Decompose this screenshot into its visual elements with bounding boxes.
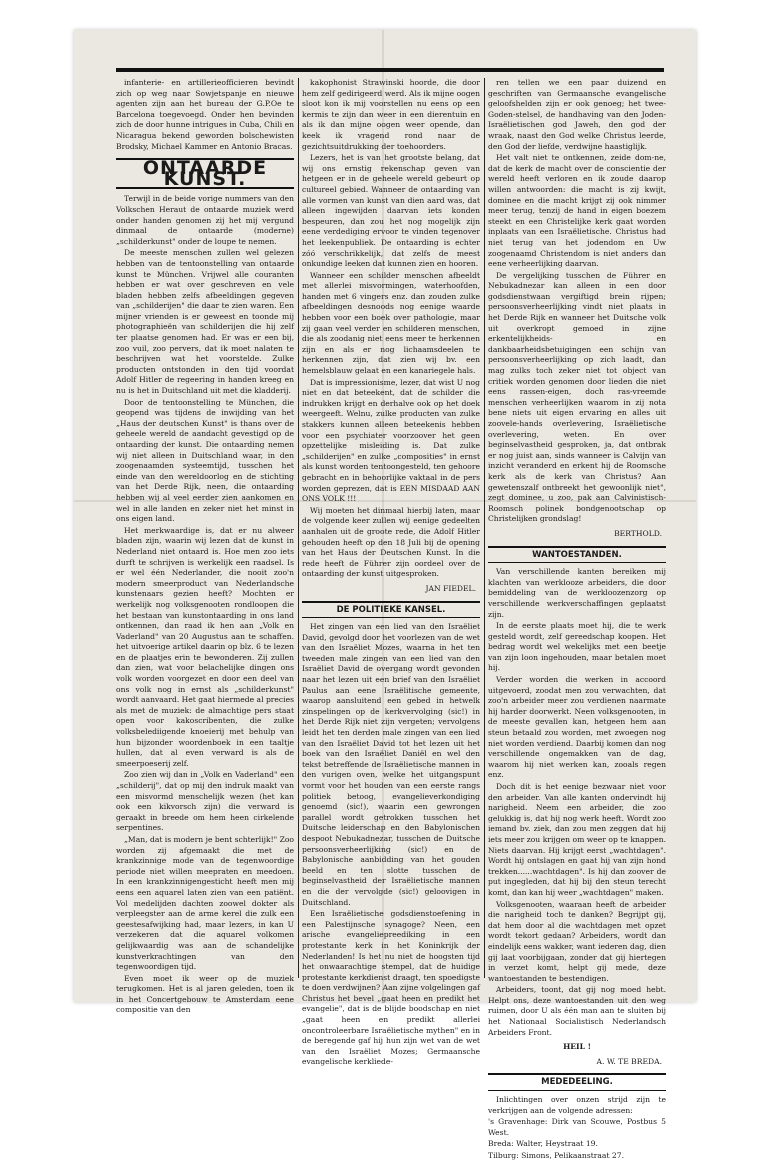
paragraph: Het merkwaardige is, dat er nu alweer bladen zijn, waarin wij lezen dat de kunst in Nederland niet ontaard is. Hoe men zoo iets durft te schrijven is werkelijk een raadsel. Is er wel één Nederlander, die nooit zoo'n modern smeerproduct van Nederlandsche kunstenaars gezien heeft? Mochten er werkelijk nog volksgenooten rondloopen die het bestaan van kunstontaarding in ons land ontkennen, dan raad ik hen aan „Volk en Vaderland" van 20 Augustus aan te schaffen. het uitvoerige artikel daarin op blz. 6 te lezen en de plaatjes erin te bewonderen. Zij zullen dan zien, wat voor belachelijke dingen ons volk worden voorgezet en door een deel van ons volk nog in ernst als „schilderkunst" wordt aanvaard. Het gaat hiermede al precies als met de muziek: de almachtige pers staat open voor kakoscribenten, die zulke volksbelediigende knoeierij met behulp van hun bijzonder woordenboek in een taaltje hullen, dat al even verward is als de smeerpoeserij zelf. <box>116 525 294 768</box>
column-rule <box>484 78 485 978</box>
address: 's Gravenhage: Dirk van Scouwe, Postbus 5 West. <box>488 1117 666 1137</box>
section-title: WANTOESTANDEN. <box>488 546 666 564</box>
paragraph: In de eerste plaats moet hij, die te werk gesteld wordt, zelf gereedschap koopen. Het bedrag wordt wel wekelijks met een beetje van zijn loon ingehouden, maar betalen moet hij. <box>488 621 666 673</box>
column-3 <box>488 78 666 1160</box>
paragraph: Door de tentoonstelling te München, die geopend was tijdens de inwijding van het „Haus der deutschen Kunst" is thans over de geheele wereld de aandacht gevestigd op de ontaarding der kunst. Die ontaarding nemen wij niet alleen in Duitschland waar, in den zoogenaamden systeemtijd, tusschen het einde van den wereldoorlog en de stichting van het Derde Rijk, neen, die ontaarding hebben wij al veel eerder zien aankomen en wel in alle landen en zeker niet het minst in ons eigen land. <box>116 397 294 524</box>
paragraph: De meeste menschen zullen wel gelezen hebben van de tentoonstelling van ontaarde kunst te München. Vrijwel alle couranten hebben er wat over geschreven en vele bladen hebben zelfs afbeeldingen gegeven van „schilderijen" die daar te zien waren. Een mijner vrienden is er geweest en toonde mij photographieën van schilderijen die hij zelf ter plaatse genomen had. Er was er een bij, zoo vuil, zoo pervers, dat ik moet nalaten te beschrijven wat het voorstelde. Zulke producten ontstonden in den tijd voordat Adolf Hitler de regeering in handen kreeg en nu is het in Duitschland uit met die kladderij. <box>116 248 294 396</box>
signature: JAN FIEDEL. <box>425 583 476 593</box>
article-title: ONTAARDE KUNST. <box>116 158 294 189</box>
closing-salute: HEIL ! <box>563 1042 591 1052</box>
paragraph: Volksgenooten, waaraan heeft de arbeider die narigheid toch te danken? Begrijpt gij, dat hem door al die wachtdagen met opzet wordt tekort gedaan? Arbeiders, wordt dan eindelijk eens wakker, want iederen dag, dien gij laat voorbijgaan, zonder dat gij hiertegen in verzet komt, helpt gij mede, deze wantoestanden te bestendigen. <box>488 899 666 983</box>
paragraph: Lezers, het is van het grootste belang, dat wij ons ernstig rekenschap geven van hetgeen er in de geheele wereld gebeurt op cultureel gebied. Wanneer de ontaarding van alle vormen van kunst van dien aard was, dat alleen ingewijden daarvan iets konden bespeuren, dan zou het nog mogelijk zijn eene verdediging ervoor te vinden tegenover het leekenpubliek. De ontaarding is echter zóó verschrikkelijk, dat zelfs de meest onkundige leeken dat kunnen zien en hooren. <box>302 153 480 269</box>
column-rule <box>298 78 299 978</box>
paragraph: Doch dit is het eenige bezwaar niet voor den arbeider. Van alle kanten ondervindt hij narigheid. Neem een arbeider, die zoo gelukkig is, dat hij nog werk heeft. Wordt zoo iemand bv. ziek, dan zou men zeggen dat hij iets meer zou krijgen om weer op te knappen. Niets daarvan. Hij krijgt eerst „wachtdagen". Wordt hij ontslagen en gaat hij van zijn hond trekken......wachtdagen". Is hij dan zoover de put ingegleden, dat hij bij den steun terecht komt, dan kan hij weer „wachtdagen" maken. <box>488 782 666 897</box>
paragraph: Het valt niet te ontkennen, zeide dom-ne, dat de kerk de macht over de conscientie der wereld heeft verloren en ik zoude daarop willen antwoorden: die macht is zij kwijt, dominee en die macht krijgt zij ook nimmer meer terug, tenzij de hand in eigen boezem steekt en een Christelijke kerk gaat worden inplaats van een Israëlietische. Christus had niet terug van het jodendom en Uw zoogenaamd Christendom is niet anders dan eene verheerlijking daarvan. <box>488 153 666 269</box>
top-rule <box>116 68 664 72</box>
newspaper-page <box>74 30 696 1160</box>
signature: BERTHOLD. <box>614 528 662 538</box>
signature: A. W. TE BREDA. <box>596 1056 662 1066</box>
address: Tilburg: Simons, Pelikaanstraat 27. <box>488 1151 624 1160</box>
paragraph: Een Israëlietische godsdienstoefening in een Palestijnsche synagoge? Neen, een arische evangeliepreediking in een protestante kerk in het Koninkrijk der Nederlanden! Is het nu niet de hoogsten tijd het onwaarachtige stempel, dat de huidige protestante kerkdienst draagt, ten spoedigste te doen verdwijnen? Aan zijne volgelingen gaf Christus het bevel „gaat heen en predikt het evangelie", dat is de blijde boodschap en niet „gaat heen en predikt allerlei oncontroleerbare Israëlietische mythen" en in de beregende gaf hij hun zijn wet van de wet van den Israëliet Mozes; Germaansche evangelische kerkliede- <box>302 909 480 1067</box>
address-list <box>488 1117 666 1161</box>
paragraph: Verder worden die werken in accoord uitgevoerd, zoodat men zou verwachten, dat zoo'n arbeider meer zou verdienen naarmate hij harder doorwerkt. Neen volksgenooten, in de meeste gevallen kan, hetgeen hem aan steun betaald zou worden, met zwoegen nog niet worden verdiend. Daarbij komen dan nog verschillende ongemakken van de dag, waarom hij niet werken kan, zooals regen enz. <box>488 675 666 780</box>
paragraph: kakophonist Strawinski hoorde, die door hem zelf gedirigeerd werd. Als ik mijne oogen sloot kon ik mij voorstellen nu eens op een kermis te zijn dan weer in een dierentuin en als ik dan mijne oogen weer opende, dan keek ik vragend rond naar de gezichtsuitdrukking der toehoorders. <box>302 78 480 151</box>
paragraph: Arbeiders, toont, dat gij nog moed hebt. Helpt ons, deze wantoestanden uit den weg ruimen, door U als één man aan te sluiten bij het Nationaal Socialistisch Nederlandsch Arbeiders Front. <box>488 985 666 1037</box>
address: Breda: Walter, Heystraat 19. <box>488 1139 598 1149</box>
paragraph: De vergelijking tusschen de Führer en Nebukadnezar kan alleen in een door godsdienstwaan vergiftigd brein rijpen; persoonsverheerlijking vindt niet plaats in het Derde Rijk en wanneer het Duitsche volk uit overkropt gemoed in zijne erkentelijkheids- en dankbaarheidsbetuigingen een schijn van persoonsverheerlijking op zich laadt, dan mag zulks toch zeker niet tot object van critiek worden genomen door lieden die niet eens rassen-eigen, doch ras-vreemde menschen verheerlijken waarom in zij nota bene niets uit eigen ervaring en alles uit zoovele-hands overlevering, Israëlietische overlevering, weten. En over beginselvastheid gesproken, ja, dat ontbrak er nog juist aan, sinds wanneer is Calvijn van inzicht veranderd en erkent hij de Roomsche kerk als de kerk van Christus? Aan gewetenszalf ontbreekt het gewoonlijk niet", zegt dominee, u zoo, pak aan Calvinistisch-Roomsch polinek bondgenootschap op Christelijken grondslag! <box>488 270 666 524</box>
section-title: MEDEDEELING. <box>488 1073 666 1091</box>
paragraph: Wanneer een schilder menschen afbeeldt met allerlei misvormingen, waterhoofden, handen met 6 vingers enz. dan zouden zulke afbeeldingen desnoods nog eenige waarde hebben voor een boek over pathologie, maar zij gaan veel verder en schilderen menschen, die als zoodanig niet eens meer te herkennen zijn en als er nog lichaamsdeelen te herkennen zijn, dat zien wij bv. een hemelsblauw gelaat en een kanariegele hals. <box>302 270 480 376</box>
column-2 <box>302 78 480 1067</box>
article-intro: infanterie- en artillerieofficieren bevindt zich op weg naar Sowjetspanje en nieuwe agenten zijn aan het bureau der G.P.Oe te Barcelona toegevoegd. Onder hen bevinden zich de door hunne intrigues in Cuba, Chili en Nicaragua bekend geworden bolschewisten Brodsky, Michael Kammer en Antonio Bracas. <box>116 78 294 151</box>
paragraph: Wij moeten het dinmaal hierbij laten, maar de volgende keer zullen wij eenige gedeelten aanhalen uit de groote rede, die Adolf Hitler gehouden heeft op den 18 Juli bij de opening van het Haus der Deutschen Kunst. In die rede heeft de Führer zijn oordeel over de ontaarding der kunst uitgesproken. <box>302 505 480 579</box>
paragraph: Van verschillende kanten bereiken mij klachten van werklooze arbeiders, die door bemiddeling van de werkloozenzorg op verschillende werkverschaffingen geplaatst zijn. <box>488 567 666 619</box>
paragraph: Dat is impressionisme, lezer, dat wist U nog niet en dat beteekent, dat de schilder die indrukken krijgt en derhalve ook op het doek weergeeft. Welnu, zulke producten van zulke stakkers kunnen alleen beteekenis hebben voor een psychiater voorzoover het geen opzettelijke misleiding is. Dat zulke „schilderijen" en zulke „composities" in ernst als kunst worden tentoongesteld, ten gehoore gebracht en in behoorlijke vaktaal in de pers worden geprezen, dat is EEN MISDAAD AAN ONS VOLK !!! <box>302 377 480 504</box>
paragraph: Terwijl in de beide vorige nummers van den Volkschen Heraut de ontaarde muziek werd onder handen genomen zij het mij vergund dinmaal de ontaarde (moderne) „schilderkunst" onder de loupe te nemen. <box>116 194 294 246</box>
paragraph: Zoo zien wij dan in „Volk en Vaderland" een „schilderij", dat op mij den indruk maakt van een misvormd menschelijk wezen (het kan ook een kikvorsch zijn) die verward is geraakt in breede om hem heen cirkelende serpentines. <box>116 770 294 833</box>
column-1 <box>116 78 294 1015</box>
paragraph: ren tellen we een paar duizend en geschriften van Germaansche evangelische geloofshelden zijn er ook genoeg; het twee-Goden-stelsel, de handhaving van den Joden-Israëlietischen god Jaweh, den god der wraak, naast den God welke Christus leerde, den God der liefde, verdwijne haastiglijk. <box>488 78 666 151</box>
notice-text: Inlichtingen over onzen strijd zijn te verkrijgen aan de volgende adressen: <box>488 1095 666 1115</box>
section-title: DE POLITIEKE KANSEL. <box>302 601 480 619</box>
paragraph: Het zingen van een lied van den Israëliet David, gevolgd door het voorlezen van de wet van den Israëliet Mozes, waarna in het ten tweeden male zingen van een lied van den Israëliet David de overgang wordt gevonden naar het lezen uit een brief van den Israëliet Paulus aan eene Israëlitische gemeente, waarop aansluitend een gebed in hetwelk zinspelingen op de kerkvervolging (sic!) in het Derde Rijk niet zijn vergeten; vervolgens leidt het ten derden male zingen van een lied van den Israëliet David tot het lezen uit het boek van den Israëliet Daniël en wel den tekst betreffende de Israëlietische mannen in den vurigen oven, welke het uitgangspunt vormt voor het houden van een eerste rangs politiek betoog, evangelieverkondiging genoemd (sic!), waarin een gewrongen parallel wordt getrokken tusschen het Duitsche leiderschap en den Babylonischen despoot Nebukadnezar, tusschen de Duitsche persoonsverheerlijking (sic!) en de Babylonische aanbidding van het gouden beeld en ten slotte tusschen de beginselvastheid der Israëlietische mannen en die der vervolgde (sic!) geloovigen in Duitschland. <box>302 622 480 907</box>
paragraph: „Man, dat is modern je bent schterlijk!" Zoo worden zij afgemaakt die met de krankzinnige mode van de tegenwoordige periode niet willen meepraten en meedoen. In een krankzinnigengesticht heeft men mij eens een aquarel laten zien van een patiënt. Vol medelijden dachten zoowel dokter als verpleegster aan de arme kerel die zulk een geestesafwijking had, maar lezers, in kan U verzekeren dat die aquarel volkomen gelijkwaardig was aan de schandelijke kunstverkrachtingen van den tegenwoordigen tijd. <box>116 834 294 972</box>
paragraph: Even moet ik weer op de muziek terugkomen. Het is al jaren geleden, toen ik in het Concertgebouw te Amsterdam eene compositie van den <box>116 973 294 1015</box>
